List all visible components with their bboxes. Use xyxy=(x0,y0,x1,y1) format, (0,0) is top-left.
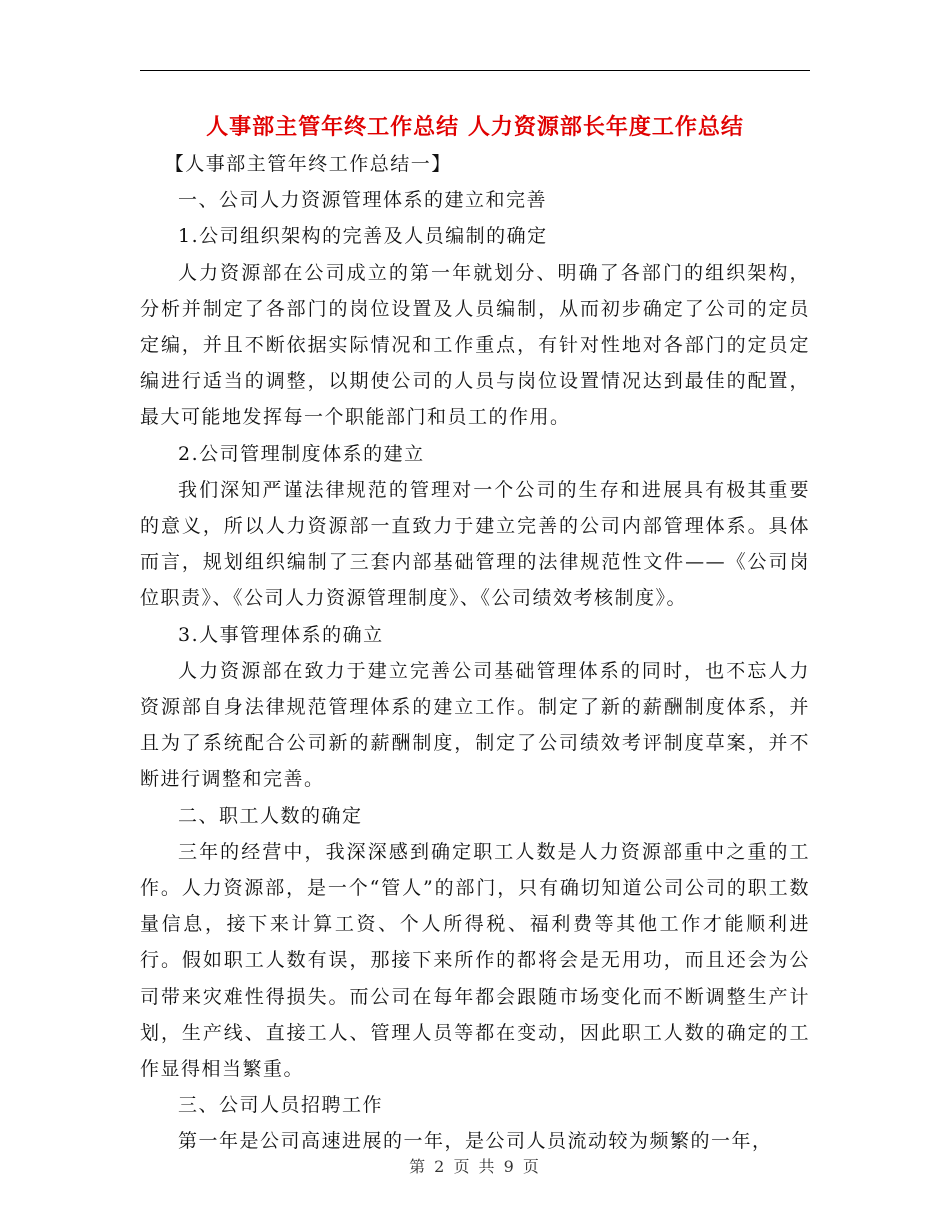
subheading-1-1: 1.公司组织架构的完善及人员编制的确定 xyxy=(178,225,548,248)
subheading-1-3: 3.人事管理体系的确立 xyxy=(178,623,384,646)
paragraph: 第一年是公司高速进展的一年，是公司人员流动较为频繁的一年， xyxy=(178,1130,773,1153)
header-rule xyxy=(140,70,810,71)
heading-2: 二、职工人数的确定 xyxy=(178,804,363,827)
paragraph: 人力资源部在公司成立的第一年就划分、明确了各部门的组织架构，分析并制定了各部门的岗位设置及人员编制，从而初步确定了公司的定员定编，并且不断依据实际情况和工作重点，有针对性地对各部门的定员定编进行适当的调整，以期使公司的人员与岗位设置情况达到最佳的配置，最大可能地发挥每一个职能部门和员工的作用。 xyxy=(140,261,810,429)
paragraph: 我们深知严谨法律规范的管理对一个公司的生存和进展具有极其重要的意义，所以人力资源部一直致力于建立完善的公司内部管理体系。具体而言，规划组织编制了三套内部基础管理的法律规范性文件——《公司岗位职责》、《公司人力资源管理制度》、《公司绩效考核制度》。 xyxy=(140,478,810,610)
document-body xyxy=(140,146,810,1160)
heading-1: 一、公司人力资源管理体系的建立和完善 xyxy=(178,189,548,212)
paragraph: 三年的经营中，我深深感到确定职工人数是人力资源部重中之重的工作。人力资源部，是一个“管人”的部门，只有确切知道公司公司的职工数量信息，接下来计算工资、个人所得税、福利费等其他工作才能顺利进行。假如职工人数有误，那接下来所作的都将会是无用功，而且还会为公司带来灾难性得损失。而公司在每年都会跟随市场变化而不断调整生产计划，生产线、直接工人、管理人员等都在变动，因此职工人数的确定的工作显得相当繁重。 xyxy=(140,840,810,1081)
heading-3: 三、公司人员招聘工作 xyxy=(178,1094,384,1117)
subheading-1-2: 2.公司管理制度体系的建立 xyxy=(178,442,425,465)
section-label: 【人事部主管年终工作总结一】 xyxy=(164,153,452,175)
paragraph: 人力资源部在致力于建立完善公司基础管理体系的同时，也不忘人力资源部自身法律规范管理体系的建立工作。制定了新的薪酬制度体系，并且为了系统配合公司新的薪酬制度，制定了公司绩效考评制度草案，并不断进行调整和完善。 xyxy=(140,659,810,791)
page-number: 第 2 页 共 9 页 xyxy=(409,1157,541,1176)
document-title: 人事部主管年终工作总结 人力资源部长年度工作总结 xyxy=(206,114,744,140)
